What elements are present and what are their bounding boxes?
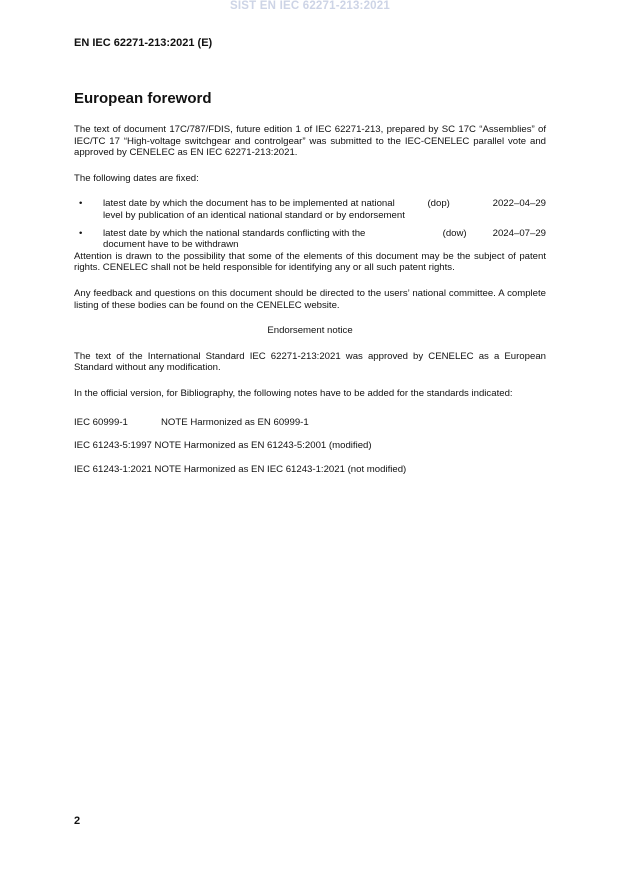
date-description: latest date by which the document has to be implemented at national: [103, 198, 395, 210]
harmonized-note: NOTE Harmonized as EN 60999-1: [161, 416, 309, 428]
standard-reference: IEC 61243-5:1997: [74, 440, 152, 452]
foreword-paragraph: The text of document 17C/787/FDIS, future edition 1 of IEC 62271-213, prepared by SC 17C “Assemblies” of IEC/TC 17 “High-voltage switchgear and controlgear” was submitted to the IEC-CENELEC parallel vote and approved by CENELEC as EN IEC 62271-213:2021.: [74, 124, 546, 159]
standard-reference: IEC 60999-1: [74, 416, 128, 428]
harmonized-note: NOTE Harmonized as EN 61243-5:2001 (modified): [154, 440, 372, 452]
date-item-line: [103, 228, 546, 240]
date-item-text: [103, 228, 546, 251]
bibliography-note: [74, 440, 546, 452]
standard-reference: IEC 61243-1:2021: [74, 463, 152, 475]
date-description: latest date by which the national standards conflicting with the: [103, 227, 366, 239]
bibliography-note: [74, 464, 546, 476]
date-value: 2024–07–29: [492, 227, 546, 239]
watermark: SIST EN IEC 62271-213:2021: [230, 0, 390, 12]
bibliography-note: [74, 417, 546, 429]
page-number: 2: [74, 815, 81, 827]
endorsement-paragraph: The text of the International Standard IEC 62271-213:2021 was approved by CENELEC as a European Standard without any modification.: [74, 350, 546, 374]
date-abbreviation: (dop): [427, 198, 450, 210]
date-description-continued: document have to be withdrawn: [103, 239, 239, 251]
document-body: [74, 124, 546, 487]
harmonized-note: NOTE Harmonized as EN IEC 61243-1:2021 (not modified): [154, 463, 407, 475]
dates-intro: The following dates are fixed:: [74, 172, 199, 184]
page-title: European foreword: [74, 90, 212, 107]
feedback-paragraph: Any feedback and questions on this document should be directed to the users’ national committee. A complete listing of these bodies can be found on the CENELEC website.: [74, 287, 546, 311]
endorsement-heading: Endorsement notice: [267, 325, 353, 337]
date-item-line: [103, 198, 546, 210]
attention-paragraph: Attention is drawn to the possibility that some of the elements of this document may be the subject of patent rights. CENELEC shall not be held responsible for identifying any or all such patent rights.: [74, 250, 546, 274]
bullet-icon: •: [79, 198, 83, 210]
bibliography-paragraph: In the official version, for Bibliography, the following notes have to be added for the standards indicated:: [74, 387, 513, 399]
date-item-dop: [74, 198, 546, 221]
bullet-icon: •: [79, 227, 83, 239]
date-value: 2022–04–29: [492, 198, 546, 210]
date-description-continued: level by publication of an identical national standard or by endorsement: [103, 209, 405, 221]
date-item-text: [103, 198, 546, 221]
dates-list: [74, 198, 546, 250]
date-abbreviation: (dow): [442, 227, 467, 239]
date-item-dow: [74, 228, 546, 251]
document-id-header: EN IEC 62271-213:2021 (E): [74, 37, 213, 49]
